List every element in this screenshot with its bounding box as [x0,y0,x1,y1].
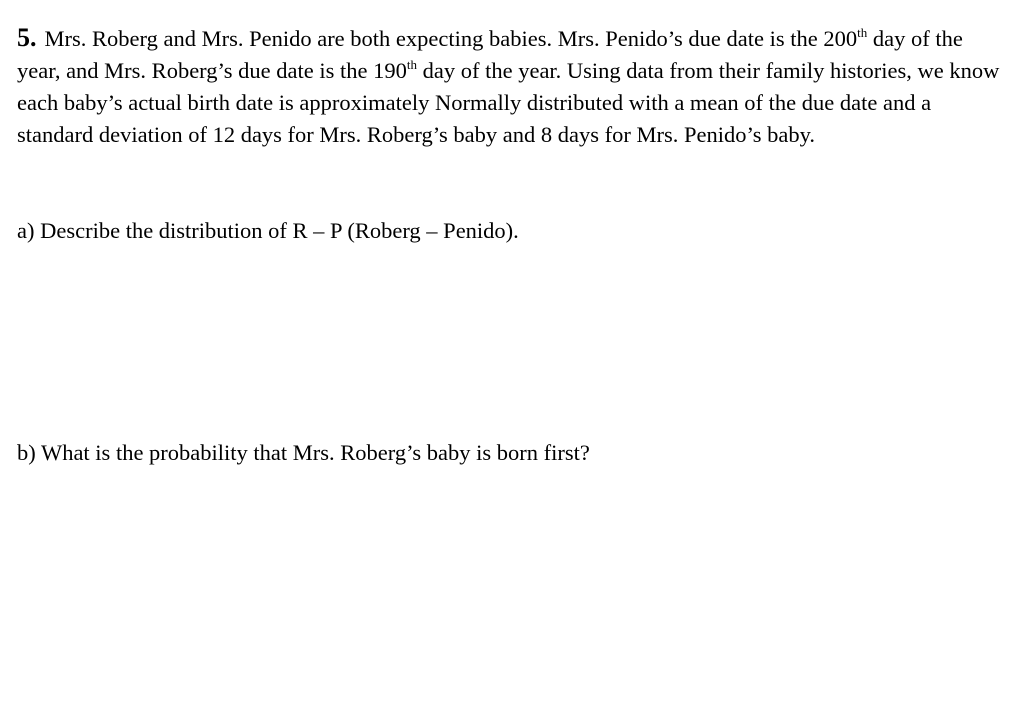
part-a-question: a) Describe the distribution of R – P (Roberg – Penido). [17,218,519,243]
part-b-answer-space [17,474,1007,699]
problem-number: 5. [17,23,37,52]
part-b-question: b) What is the probability that Mrs. Roberg’s baby is born first? [17,440,590,465]
problem-text-segment-3: day of the year. Using data from their family histories, we know each baby’s actual birth date is approximately Normally distributed with a mean of the due date and a standard deviation of 12 days for Mrs. Roberg’s baby and 8 days for Mrs. Penido’s baby. [17,58,1000,147]
ordinal-suffix-1: th [857,24,868,40]
problem-text-segment-2: day of the year, and Mrs. Roberg’s due date is the 190 [17,26,963,83]
part-a-answer-space [17,252,1007,427]
ordinal-suffix-2: th [406,56,417,72]
problem-statement [17,22,1007,151]
problem-text-segment-1: Mrs. Roberg and Mrs. Penido are both expecting babies. Mrs. Penido’s due date is the 200 [44,26,858,51]
